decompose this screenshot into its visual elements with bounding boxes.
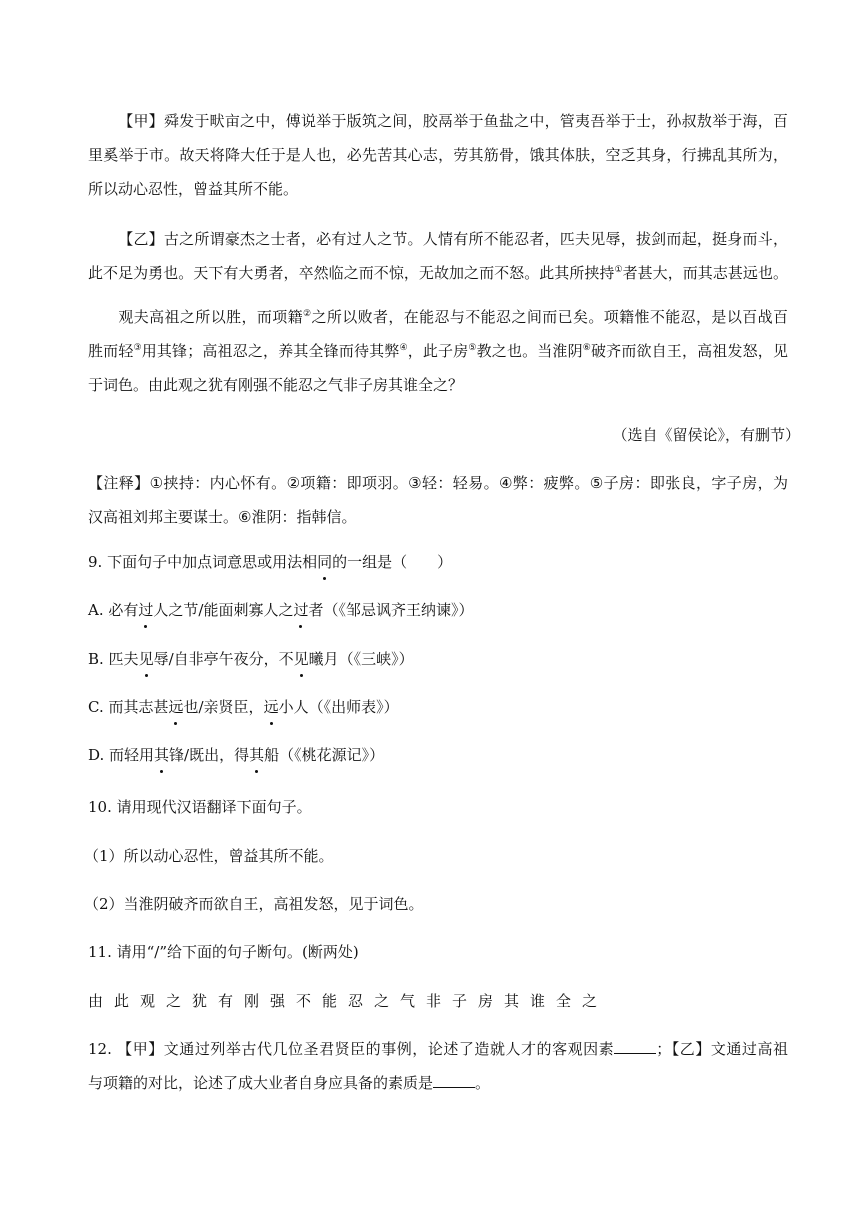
- question-11-sentence: 由此观之犹有刚强不能忍之气非子房其谁全之: [88, 992, 609, 1010]
- emphasis-dot: 远: [168, 698, 184, 716]
- question-12-line-2: 与项籍的对比，论述了成大业者自身应具备的素质是 。: [88, 1074, 491, 1092]
- passage-yi-paragraph-2: [88, 300, 788, 402]
- question-11: 11. 请用“/”给下面的句子断句。(断两处): [88, 943, 359, 961]
- annotations-line-1: 【注释】①挟持：内心怀有。②项籍：即项羽。③轻：轻易。④弊：疲弊。⑤子房：即张良，字子房，为: [88, 474, 788, 492]
- question-9: 9. 下面句子中加点词意思或用法相同的一组是（ ）: [88, 553, 453, 571]
- footnote-ref: ⑥: [582, 343, 591, 353]
- passage-yi-p1-line-1: 【乙】古之所谓豪杰之士者，必有过人之节。人情有所不能忍者，匹夫见辱，拔剑而起，挺身而斗，: [118, 230, 788, 248]
- passage-yi-p2-line-3: 于词色。由此观之犹有刚强不能忍之气非子房其谁全之？: [88, 376, 464, 394]
- footnote-ref: ②: [303, 309, 312, 319]
- emphasis-dot: 见: [138, 650, 154, 668]
- answer-blank[interactable]: [433, 1073, 475, 1088]
- emphasis-dot: 远: [263, 698, 279, 716]
- question-10-item-2: （2）当淮阴破齐而欲自王，高祖发怒，见于词色。: [84, 895, 424, 913]
- answer-blank[interactable]: [614, 1039, 656, 1054]
- passage-yi-p2-line-2: 胜而轻③用其锋；高祖忍之，养其全锋而待其弊④，此子房⑤教之也。当淮阴⑥破齐而欲自王，高祖发怒，见: [88, 342, 788, 360]
- emphasis-dot: 同: [317, 553, 333, 571]
- footnote-ref: ④: [399, 343, 408, 353]
- footnote-ref: ①: [614, 265, 623, 275]
- footnote-ref: ③: [133, 343, 142, 353]
- passage-yi-p2-line-1: 观夫高祖之所以胜，而项籍②之所以败者，在能忍与不能忍之间而已矣。项籍惟不能忍，是以百战百: [118, 308, 788, 326]
- option-a: A. 必有过人之节/能面刺寡人之过者（《邹忌讽齐王纳谏》）: [88, 601, 474, 619]
- source-citation: （选自《留侯论》，有删节）: [612, 426, 800, 444]
- emphasis-dot: 过: [293, 601, 309, 619]
- question-12: [88, 1032, 788, 1100]
- emphasis-dot: 其: [249, 746, 265, 764]
- emphasis-dot: 过: [138, 601, 154, 619]
- passage-jia-line-1: 【甲】舜发于畎亩之中，傅说举于版筑之间，胶鬲举于鱼盐之中，管夷吾举于士，孙叔敖举于海，百: [118, 112, 788, 130]
- passage-jia: [88, 104, 788, 206]
- question-10-item-1: （1）所以动心忍性，曾益其所不能。: [84, 847, 334, 865]
- option-d: D. 而轻用其锋/既出，得其船（《桃花源记》）: [88, 746, 385, 764]
- emphasis-dot: 见: [293, 650, 309, 668]
- annotations: [88, 466, 788, 534]
- emphasis-dot: 其: [154, 746, 170, 764]
- option-c: C. 而其志甚远也/亲贤臣，远小人（《出师表》）: [88, 698, 399, 716]
- footnote-ref: ⑤: [468, 343, 477, 353]
- passage-jia-line-3: 所以动心忍性，曾益其所不能。: [88, 180, 299, 198]
- option-b: B. 匹夫见辱/自非亭午夜分，不见曦月（《三峡》）: [88, 650, 414, 668]
- question-12-line-1: 12. 【甲】文通过列举古代几位圣君贤臣的事例，论述了造就人才的客观因素 ；【乙】文通过高祖: [88, 1040, 788, 1058]
- passage-yi-paragraph-1: [88, 222, 788, 290]
- question-10: 10. 请用现代汉语翻译下面句子。: [88, 798, 312, 816]
- passage-jia-line-2: 里奚举于市。故天将降大任于是人也，必先苦其心志，劳其筋骨，饿其体肤，空乏其身，行拂乱其所为，: [88, 146, 788, 164]
- annotations-line-2: 汉高祖刘邦主要谋士。⑥淮阴：指韩信。: [88, 508, 357, 526]
- passage-yi-p1-line-2: 此不足为勇也。天下有大勇者，卒然临之而不惊，无故加之而不怒。此其所挟持①者甚大，而其志甚远也。: [88, 264, 788, 282]
